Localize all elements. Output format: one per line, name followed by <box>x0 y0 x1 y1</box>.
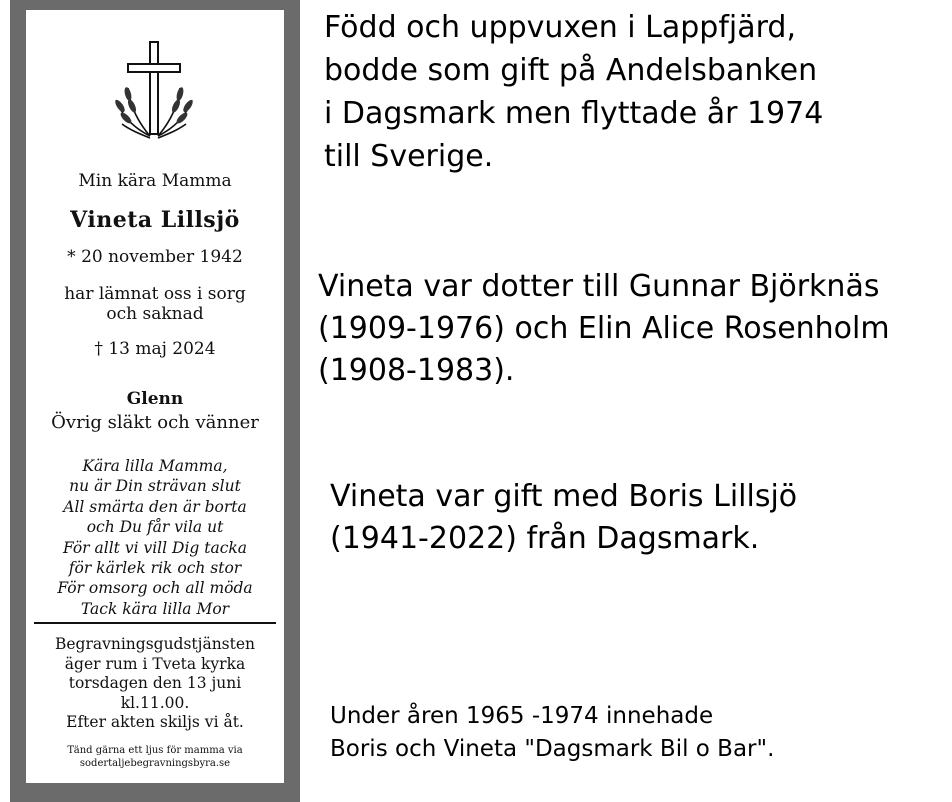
notice-intro: Min kära Mamma <box>78 171 232 191</box>
biography-line: till Sverige. <box>324 139 494 174</box>
poem-line: För allt vi vill Dig tacka <box>62 538 248 557</box>
biography-line: Under åren 1965 -1974 innehade <box>330 703 714 729</box>
poem-line: nu är Din strävan slut <box>69 477 241 496</box>
biography-line: i Dagsmark men flyttade år 1974 <box>324 96 824 131</box>
divider <box>34 622 276 624</box>
poem-line: För omsorg och all möda <box>57 579 253 598</box>
poem-line: Kära lilla Mamma, <box>82 457 228 475</box>
funeral-line: Efter akten skiljs vi åt. <box>66 713 244 732</box>
biography-paragraph-3 <box>330 476 797 560</box>
memorial-poem <box>26 456 284 619</box>
biography-line: (1909-1976) och Elin Alice Rosenholm <box>318 311 890 346</box>
candle-note-line: sodertaljebegravningsbyra.se <box>79 758 231 769</box>
biography-line: Vineta var dotter till Gunnar Björknäs <box>318 269 880 304</box>
poem-line: All smärta den är borta <box>63 497 247 516</box>
funeral-line: kl.11.00. <box>120 693 190 712</box>
biography-line: Vineta var gift med Boris Lillsjö <box>330 479 798 514</box>
cross-with-wheat-icon <box>110 40 200 150</box>
obituary-notice <box>26 10 284 783</box>
death-date: † 13 maj 2024 <box>94 339 216 359</box>
biography-line: bodde som gift på Andelsbanken <box>324 53 818 88</box>
funeral-line: Begravningsgudstjänsten <box>54 635 256 653</box>
candle-note <box>26 744 284 770</box>
biography-line: Boris och Vineta "Dagsmark Bil o Bar". <box>330 736 775 762</box>
biography-line: (1908-1983). <box>318 353 515 388</box>
mourner-secondary: Övrig släkt och vänner <box>51 412 259 433</box>
biography-paragraph-4 <box>330 700 774 766</box>
biography-paragraph-2 <box>318 266 890 392</box>
poem-line: Tack kära lilla Mor <box>80 599 230 618</box>
candle-note-line: Tänd gärna ett ljus för mamma via <box>67 745 243 756</box>
funeral-info <box>26 635 284 733</box>
poem-line: och Du får vila ut <box>86 518 224 537</box>
notice-message-line-2: och saknad <box>106 304 204 324</box>
biography-paragraph-1 <box>324 6 823 178</box>
notice-message-line-1: har lämnat oss i sorg <box>64 284 246 304</box>
funeral-line: torsdagen den 13 juni <box>68 674 242 693</box>
poem-line: för kärlek rik och stor <box>68 559 242 578</box>
deceased-name: Vineta Lillsjö <box>70 207 240 233</box>
biography-line: (1941-2022) från Dagsmark. <box>330 521 760 556</box>
biography-line: Född och uppvuxen i Lappfjärd, <box>324 10 796 45</box>
funeral-line: äger rum i Tveta kyrka <box>64 654 246 673</box>
mourner-primary: Glenn <box>126 389 184 409</box>
birth-date: * 20 november 1942 <box>67 247 243 267</box>
